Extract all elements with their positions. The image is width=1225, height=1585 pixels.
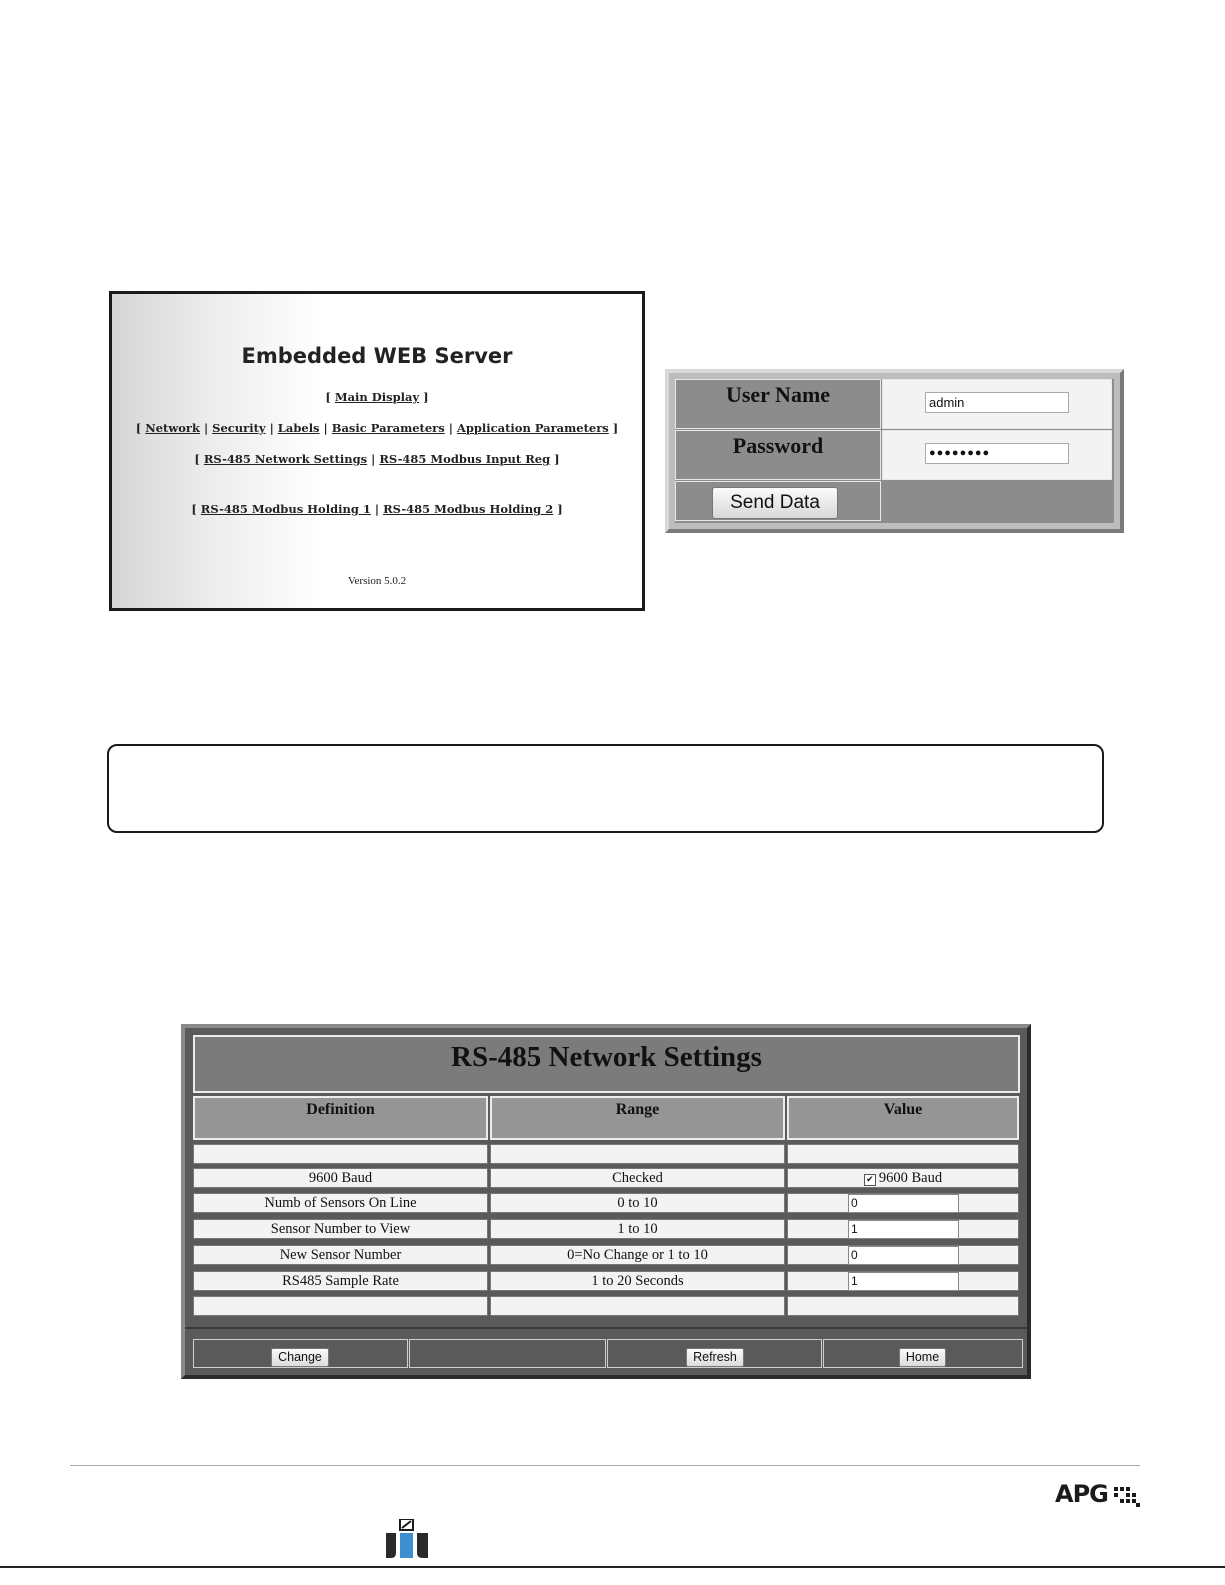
link-rs485-modbus-input-reg[interactable]: RS-485 Modbus Input Reg [379,452,551,466]
embedded-web-server-panel [109,291,645,611]
table-row-definition: New Sensor Number [193,1245,488,1265]
table-row-value [787,1168,1019,1188]
bottom-rule [0,1566,1225,1568]
spacer-cell [490,1144,785,1164]
send-data-button[interactable]: Send Data [712,487,838,519]
nav-row-settings: [ Network | Security | Labels | Basic Parameters | Application Parameters ] [135,421,619,435]
note-box [107,744,1104,833]
link-main-display[interactable]: Main Display [334,390,420,404]
table-row-definition: 9600 Baud [193,1168,488,1188]
footer-rule [70,1465,1140,1466]
login-form [665,369,1124,533]
password-label-cell [675,430,881,480]
link-rs485-modbus-holding-1[interactable]: RS-485 Modbus Holding 1 [200,502,371,516]
table-row-definition: Sensor Number to View [193,1219,488,1239]
apg-logo-text: APG [1055,1480,1108,1508]
table-row-range: 1 to 10 [490,1219,785,1239]
baud-checkbox[interactable]: ✔ [864,1174,876,1186]
user-name-input[interactable]: admin [925,392,1069,413]
password-input[interactable]: ●●●●●●●● [925,443,1069,464]
password-value-cell [882,430,1112,480]
footer-cell-change [193,1339,408,1368]
sensor-number-to-view-input[interactable]: 1 [848,1220,959,1239]
link-rs485-modbus-holding-2[interactable]: RS-485 Modbus Holding 2 [383,502,554,516]
spacer-cell [193,1296,488,1316]
spacer-cell [193,1144,488,1164]
sample-rate-input[interactable]: 1 [848,1272,959,1291]
send-cell [675,481,881,521]
nav-row-main: [ Main Display ] [325,390,429,404]
footer-divider [185,1327,1027,1329]
link-basic-parameters[interactable]: Basic Parameters [331,421,445,435]
footer-cell-home [823,1339,1023,1368]
rs485-settings-panel [181,1024,1031,1379]
table-row-range: Checked [490,1168,785,1188]
link-application-parameters[interactable]: Application Parameters [456,421,609,435]
page-title: Embedded WEB Server [241,344,513,368]
nav-row-rs485: [ RS-485 Network Settings | RS-485 Modbus Input Reg ] [194,452,560,466]
apg-grid-icon [1114,1487,1140,1507]
user-name-value-cell [882,379,1112,429]
sensors-on-line-input[interactable]: 0 [848,1194,959,1213]
table-row-definition: Numb of Sensors On Line [193,1193,488,1213]
header-definition: Definition [193,1096,488,1140]
nav-row-holding: [ RS-485 Modbus Holding 1 | RS-485 Modbus Holding 2 ] [191,502,563,516]
table-row-definition: RS485 Sample Rate [193,1271,488,1291]
spacer-cell [787,1296,1019,1316]
home-button[interactable]: Home [899,1348,946,1367]
link-security[interactable]: Security [212,421,266,435]
table-row-range: 0 to 10 [490,1193,785,1213]
header-value: Value [787,1096,1019,1140]
footer-cell-refresh [607,1339,822,1368]
company-mark-icon [386,1519,428,1559]
table-row-range: 1 to 20 Seconds [490,1271,785,1291]
user-name-label-cell [675,379,881,429]
version-text: Version 5.0.2 [347,575,407,587]
spacer-cell [490,1296,785,1316]
password-label: Password [732,433,824,458]
table-row-value [787,1245,1019,1265]
table-row-value [787,1193,1019,1213]
change-button[interactable]: Change [271,1348,329,1367]
baud-checkbox-label: 9600 Baud [878,1170,943,1186]
user-name-label: User Name [725,382,831,407]
table-row-value [787,1219,1019,1239]
link-network[interactable]: Network [145,421,200,435]
refresh-button[interactable]: Refresh [686,1348,744,1367]
table-row-value [787,1271,1019,1291]
spacer-cell [787,1144,1019,1164]
table-row-range: 0=No Change or 1 to 10 [490,1245,785,1265]
link-rs485-network-settings[interactable]: RS-485 Network Settings [203,452,368,466]
link-labels[interactable]: Labels [277,421,320,435]
rs485-title: RS-485 Network Settings [193,1035,1020,1093]
new-sensor-number-input[interactable]: 0 [848,1246,959,1265]
login-form-inner [675,379,1114,523]
header-range: Range [490,1096,785,1140]
footer-cell-empty [409,1339,606,1368]
